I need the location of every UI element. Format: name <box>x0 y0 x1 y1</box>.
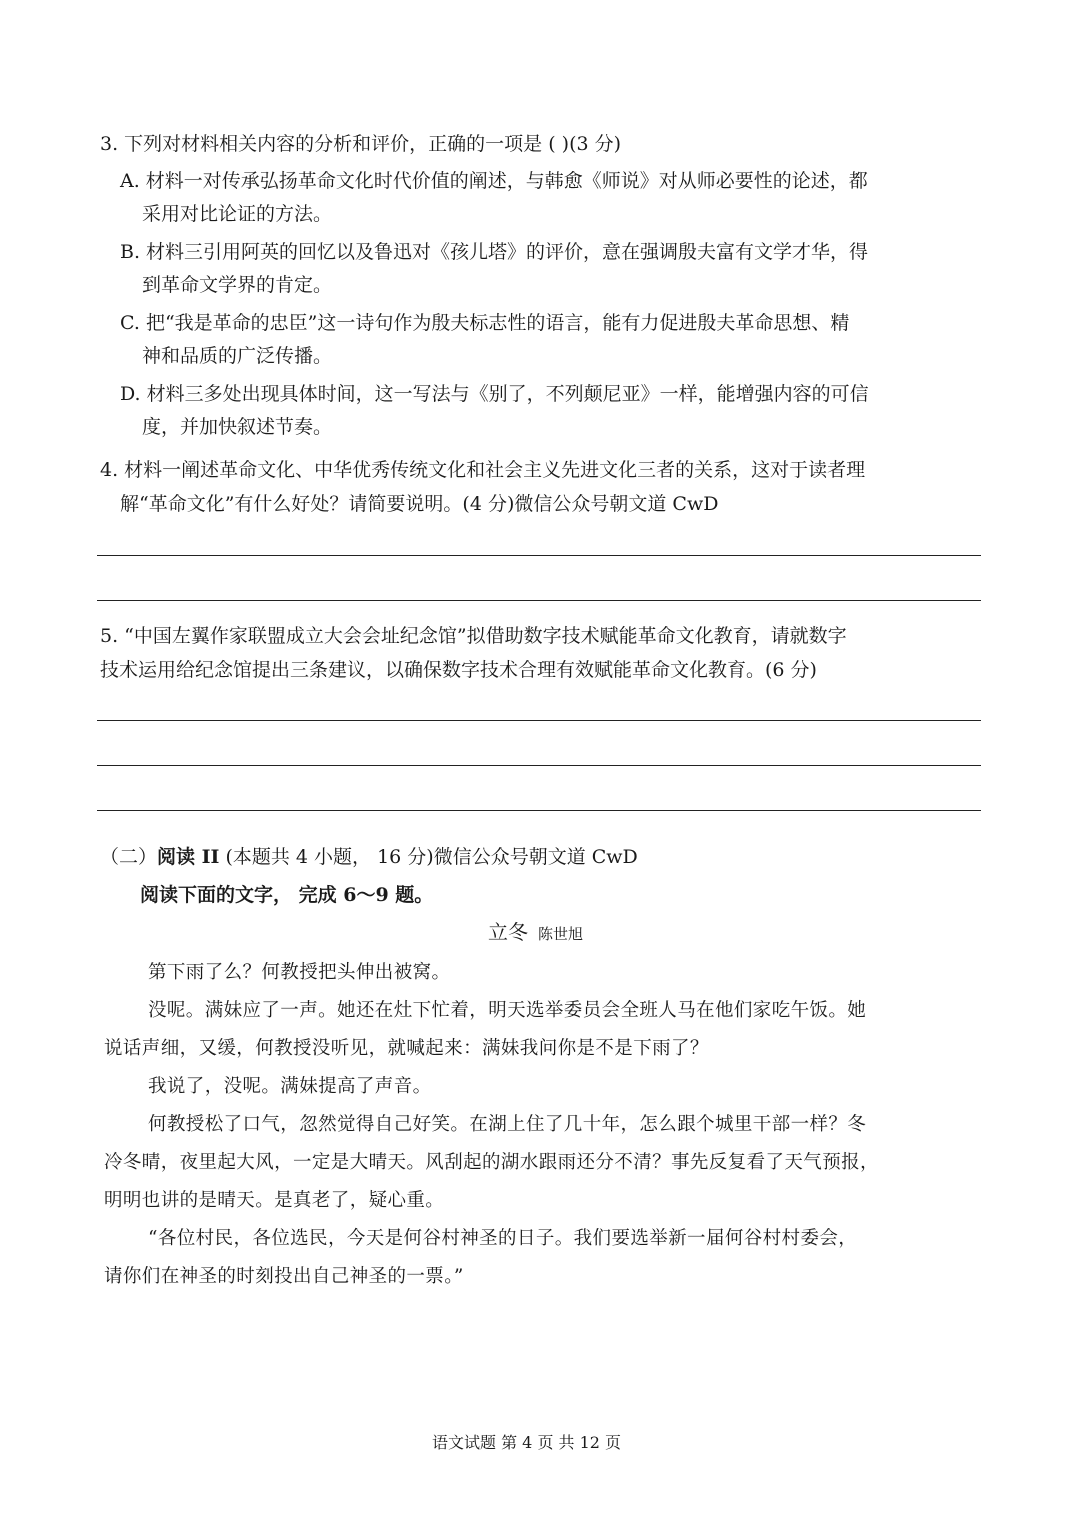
story-title-line <box>488 920 583 945</box>
q3-option-a-line2: 采用对比论证的方法。 <box>142 203 333 225</box>
page-footer: 语文试题 第 4 页 共 12 页 <box>432 1433 622 1452</box>
q3-option-d-line2: 度，并加快叙述节奏。 <box>142 416 333 438</box>
story-line-4: 我说了，没呢。满妹提高了声音。 <box>148 1076 432 1097</box>
section2-name: 阅读 II <box>157 846 220 868</box>
section2-prefix: （二） <box>100 846 158 868</box>
q3-option-c-line2: 神和品质的广泛传播。 <box>142 345 333 367</box>
section2-instruction: 阅读下面的文字， 完成 6～9 题。 <box>140 884 434 906</box>
story-line-8: “各位村民，各位选民，今天是何谷村神圣的日子。我们要选举新一届何谷村村委会， <box>148 1228 858 1249</box>
q5-line2: 技术运用给纪念馆提出三条建议，以确保数字技术合理有效赋能革命文化教育。(6 分) <box>100 659 817 681</box>
story-line-7: 明明也讲的是晴天。是真老了，疑心重。 <box>104 1190 445 1211</box>
q4-line2: 解“革命文化”有什么好处？请简要说明。(4 分)微信公众号朝文道 CwD <box>120 493 719 515</box>
q4-answer-line-2[interactable] <box>97 600 981 601</box>
story-title: 立冬 <box>488 920 528 944</box>
story-line-6: 冷冬晴，夜里起大风，一定是大晴天。风刮起的湖水跟雨还分不清？事先反复看了天气预报， <box>104 1152 879 1173</box>
story-line-2: 没呢。满妹应了一声。她还在灶下忙着，明天选举委员会全班人马在他们家吃午饭。她 <box>148 1000 867 1021</box>
story-line-1: 第下雨了么？何教授把头伸出被窝。 <box>148 962 451 983</box>
q3-option-c-line1: C. 把“我是革命的忠臣”这一诗句作为殷夫标志性的语言，能有力促进殷夫革命思想、精 <box>120 312 850 334</box>
q4-answer-line-1[interactable] <box>97 555 981 556</box>
story-line-3: 说话声细，又缓，何教授没听见，就喊起来：满妹我问你是不是下雨了？ <box>104 1038 709 1059</box>
q3-option-b-line1: B. 材料三引用阿英的回忆以及鲁迅对《孩儿塔》的评价，意在强调殷夫富有文学才华，得 <box>120 241 869 263</box>
q3-stem: 3. 下列对材料相关内容的分析和评价，正确的一项是 ( )(3 分) <box>100 133 622 155</box>
story-line-5: 何教授松了口气，忽然觉得自己好笑。在湖上住了几十年，怎么跟个城里干部一样？冬 <box>148 1114 867 1135</box>
q3-option-a-line1: A. 材料一对传承弘扬革命文化时代价值的阐述，与韩愈《师说》对从师必要性的论述，都 <box>120 170 868 192</box>
q5-answer-line-1[interactable] <box>97 720 981 721</box>
section2-heading <box>100 846 638 869</box>
q5-answer-line-2[interactable] <box>97 765 981 766</box>
story-line-9: 请你们在神圣的时刻投出自己神圣的一票。” <box>104 1266 464 1287</box>
story-author: 陈世旭 <box>538 925 584 943</box>
q4-line1: 4. 材料一阐述革命文化、中华优秀传统文化和社会主义先进文化三者的关系，这对于读者理 <box>100 459 866 481</box>
section2-info: (本题共 4 小题， 16 分)微信公众号朝文道 CwD <box>219 846 638 868</box>
q3-option-b-line2: 到革命文学界的肯定。 <box>142 274 333 296</box>
q5-answer-line-3[interactable] <box>97 810 981 811</box>
q5-line1: 5. “中国左翼作家联盟成立大会会址纪念馆”拟借助数字技术赋能革命文化教育，请就数字 <box>100 625 847 647</box>
q3-option-d-line1: D. 材料三多处出现具体时间，这一写法与《别了，不列颠尼亚》一样，能增强内容的可信 <box>120 383 869 405</box>
